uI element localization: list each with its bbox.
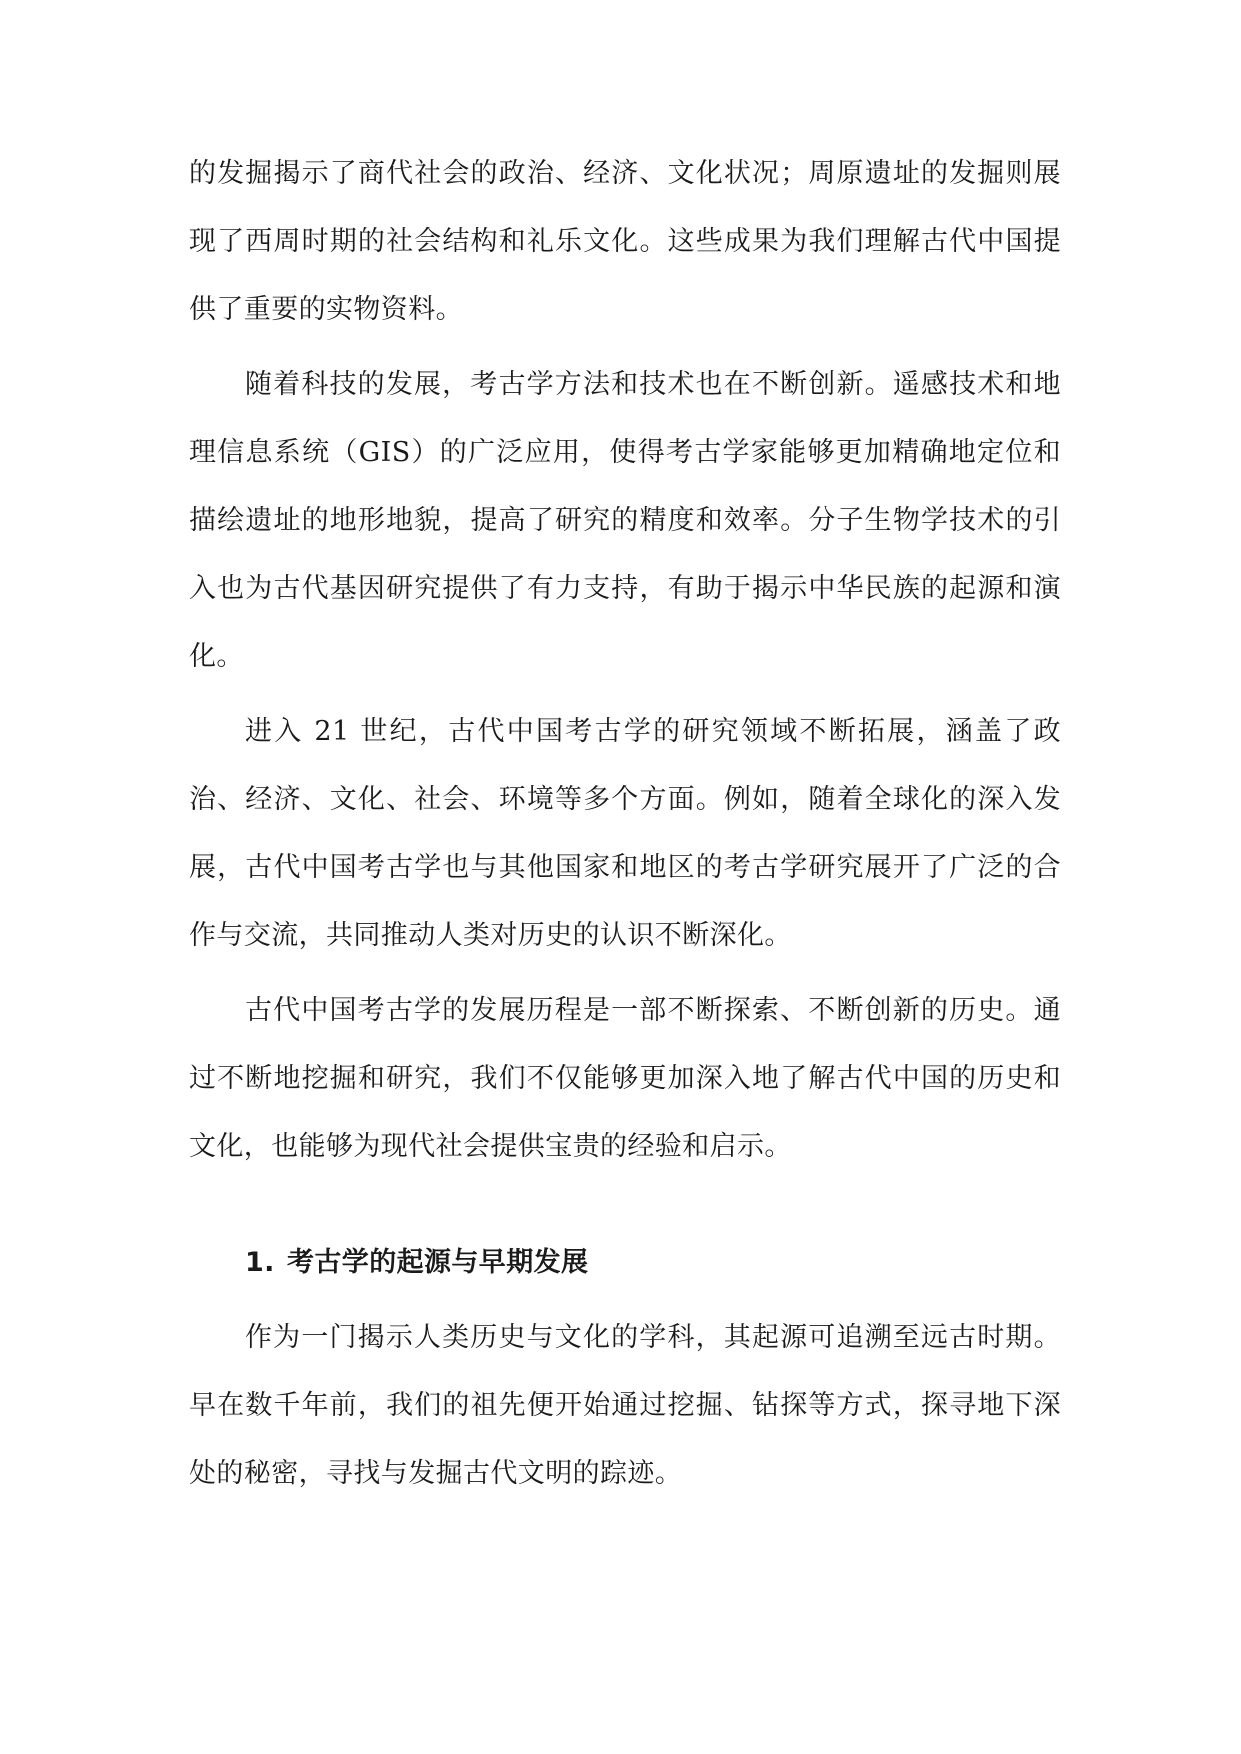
document-page — [189, 140, 1061, 1508]
section-number: 1. — [245, 1247, 275, 1278]
paragraph-origins: 作为一门揭示人类历史与文化的学科，其起源可追溯至远古时期。早在数千年前，我们的祖先便开始通过挖掘、钻探等方式，探寻地下深处的秘密，寻找与发掘古代文明的踪迹。 — [189, 1322, 1061, 1489]
paragraph-technology: 随着科技的发展，考古学方法和技术也在不断创新。遥感技术和地理信息系统（GIS）的广泛应用，使得考古学家能够更加精确地定位和描绘遗址的地形地貌，提高了研究的精度和效率。分子生物学技术的引入也为古代基因研究提供了有力支持，有助于揭示中华民族的起源和演化。 — [189, 369, 1061, 672]
paragraph-21st-century: 进入 21 世纪，古代中国考古学的研究领域不断拓展，涵盖了政治、经济、文化、社会、环境等多个方面。例如，随着全球化的深入发展，古代中国考古学也与其他国家和地区的考古学研究展开了广泛的合作与交流，共同推动人类对历史的认识不断深化。 — [189, 716, 1061, 951]
section-title: 考古学的起源与早期发展 — [287, 1247, 589, 1278]
paragraph-conclusion: 古代中国考古学的发展历程是一部不断探索、不断创新的历史。通过不断地挖掘和研究，我们不仅能够更加深入地了解古代中国的历史和文化，也能够为现代社会提供宝贵的经验和启示。 — [189, 995, 1061, 1162]
section-heading — [189, 1229, 1061, 1297]
paragraph-continuation: 的发掘揭示了商代社会的政治、经济、文化状况；周原遗址的发掘则展现了西周时期的社会结构和礼乐文化。这些成果为我们理解古代中国提供了重要的实物资料。 — [189, 158, 1061, 325]
